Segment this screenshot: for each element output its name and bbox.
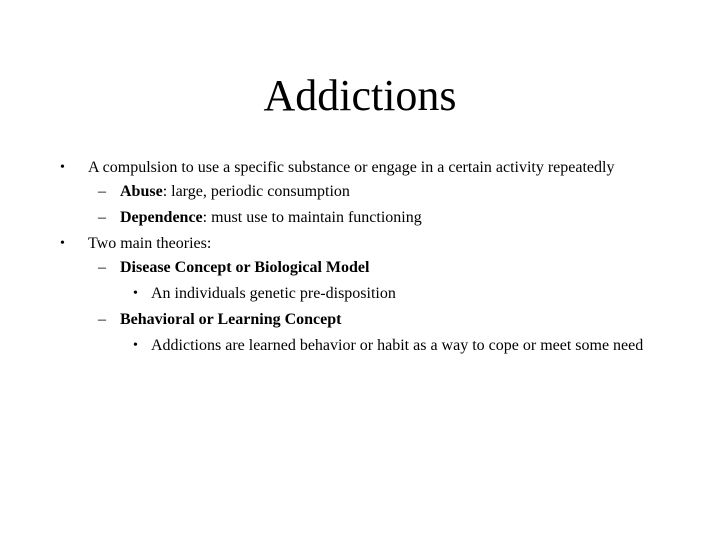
sub-bullet-abuse	[60, 182, 680, 202]
term-dependence: Dependence	[120, 209, 203, 226]
detail-text: Addictions are learned behavior or habit as a way to cope or meet some need	[151, 337, 644, 354]
sub-bullet-dependence	[60, 208, 680, 228]
sub-bullet-behavioral-concept	[60, 310, 680, 330]
bullet-text: A compulsion to use a specific substance or engage in a certain activity repeatedly	[88, 159, 615, 176]
slide-content	[60, 158, 680, 362]
term-abuse: Abuse	[120, 183, 163, 200]
bullet-text: Two main theories:	[88, 235, 212, 252]
detail-genetic	[60, 284, 680, 304]
definition-abuse: : large, periodic consumption	[162, 183, 350, 200]
bullet-theories	[60, 234, 680, 254]
slide-title: Addictions	[263, 71, 457, 120]
term-disease-concept: Disease Concept or Biological Model	[120, 259, 370, 276]
detail-learned-behavior	[60, 336, 680, 356]
term-behavioral-concept: Behavioral or Learning Concept	[120, 311, 342, 328]
dash-icon: –	[98, 209, 106, 226]
bullet-compulsion	[60, 158, 680, 178]
bullet-icon: •	[133, 286, 138, 301]
dash-icon: –	[98, 311, 106, 328]
bullet-icon: •	[60, 236, 65, 251]
dash-icon: –	[98, 259, 106, 276]
bullet-icon: •	[60, 160, 65, 175]
detail-text: An individuals genetic pre-disposition	[151, 285, 396, 302]
bullet-icon: •	[133, 338, 138, 353]
dash-icon: –	[98, 183, 106, 200]
definition-dependence: : must use to maintain functioning	[202, 209, 422, 226]
sub-bullet-disease-concept	[60, 258, 680, 278]
